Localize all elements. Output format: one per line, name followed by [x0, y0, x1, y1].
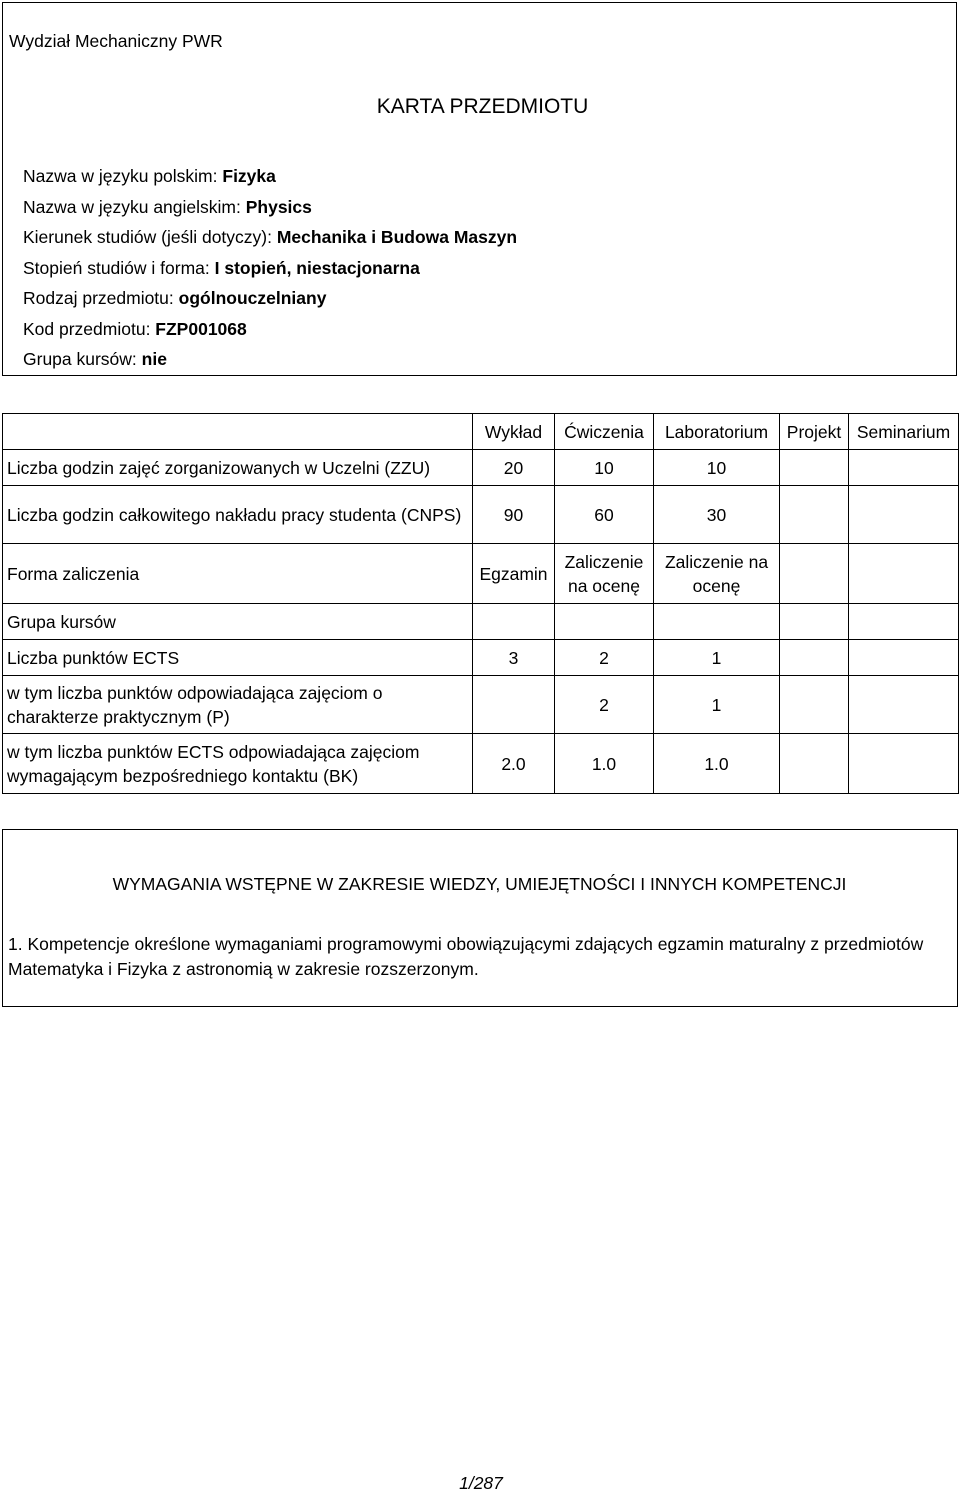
table-cell	[780, 450, 849, 486]
info-label: Rodzaj przedmiotu:	[23, 288, 179, 308]
table-cell	[849, 604, 959, 640]
info-value: ogólnouczelniany	[178, 288, 327, 308]
table-cell	[654, 604, 780, 640]
table-cell: 2.0	[473, 734, 555, 794]
column-header: Seminarium	[849, 414, 959, 450]
info-row-field-of-study	[23, 225, 517, 256]
table-cell	[473, 676, 555, 734]
document-title	[3, 95, 958, 119]
table-cell	[780, 640, 849, 676]
row-label: Forma zaliczenia	[3, 544, 473, 604]
info-row-name-pl	[23, 164, 517, 195]
info-value: nie	[141, 349, 167, 369]
table-cell	[849, 486, 959, 544]
table-cell: 2	[555, 640, 654, 676]
table-cell	[780, 734, 849, 794]
table-cell: 60	[555, 486, 654, 544]
table-cell: 10	[555, 450, 654, 486]
column-header: Laboratorium	[654, 414, 780, 450]
table-cell: 1	[654, 676, 780, 734]
table-cell: 1.0	[654, 734, 780, 794]
info-value: FZP001068	[155, 318, 247, 339]
row-label: w tym liczba punktów ECTS odpowiadająca zajęciom wymagającym bezpośredniego kontaktu (BK)	[3, 734, 473, 794]
table-row	[3, 450, 959, 486]
table-row	[3, 486, 959, 544]
table-cell	[780, 486, 849, 544]
table-cell: Egzamin	[473, 544, 555, 604]
table-cell	[849, 640, 959, 676]
requirements-box	[2, 829, 958, 1007]
requirement-item: 1. Kompetencje określone wymaganiami programowymi obowiązującymi zdających egzamin maturalny z przedmiotów Matematyka i Fizyka z astronomią w zakresie rozszerzonym.	[8, 934, 924, 979]
info-label: Stopień studiów i forma:	[23, 257, 215, 278]
table-cell	[849, 734, 959, 794]
table-cell	[780, 544, 849, 604]
page-number-text: 1/287	[459, 1473, 503, 1493]
table-row	[3, 640, 959, 676]
info-label: Grupa kursów:	[23, 349, 142, 369]
info-value: Fizyka	[222, 166, 276, 186]
course-hours-table	[2, 413, 959, 794]
table-cell: Zaliczenie na ocenę	[654, 544, 780, 604]
requirements-title: WYMAGANIA WSTĘPNE W ZAKRESIE WIEDZY, UMIEJĘTNOŚCI I INNYCH KOMPETENCJI	[112, 874, 847, 894]
table-header-row	[3, 414, 959, 450]
table-cell	[849, 676, 959, 734]
info-label: Kod przedmiotu:	[23, 318, 156, 339]
page-number	[0, 1473, 960, 1494]
info-row-course-group	[23, 347, 517, 378]
column-header: Projekt	[780, 414, 849, 450]
info-row-degree	[23, 256, 517, 287]
info-value: Mechanika i Budowa Maszyn	[276, 227, 518, 247]
table-cell: 90	[473, 486, 555, 544]
info-value: Physics	[245, 196, 312, 217]
table-cell: 3	[473, 640, 555, 676]
row-label: w tym liczba punktów odpowiadająca zajęciom o charakterze praktycznym (P)	[3, 676, 473, 734]
row-label: Liczba godzin całkowitego nakładu pracy studenta (CNPS)	[3, 486, 473, 544]
table-cell	[849, 544, 959, 604]
table-cell: 10	[654, 450, 780, 486]
table-row	[3, 676, 959, 734]
table-row	[3, 604, 959, 640]
info-label: Kierunek studiów (jeśli dotyczy):	[23, 227, 277, 247]
course-header-box	[2, 2, 957, 376]
info-row-course-code	[23, 317, 517, 348]
faculty-name: Wydział Mechaniczny PWR	[9, 31, 223, 51]
table-row	[3, 544, 959, 604]
table-cell: 2	[555, 676, 654, 734]
table-cell	[780, 604, 849, 640]
column-header: Wykład	[473, 414, 555, 450]
row-label: Liczba punktów ECTS	[3, 640, 473, 676]
table-row	[3, 734, 959, 794]
table-cell: Zaliczenie na ocenę	[555, 544, 654, 604]
table-cell: 30	[654, 486, 780, 544]
document-title-text: KARTA PRZEDMIOTU	[376, 95, 589, 118]
row-label: Grupa kursów	[3, 604, 473, 640]
table-cell: 1.0	[555, 734, 654, 794]
table-cell: 1	[654, 640, 780, 676]
column-header: Ćwiczenia	[555, 414, 654, 450]
table-cell	[849, 450, 959, 486]
table-cell: 20	[473, 450, 555, 486]
table-corner-cell	[3, 414, 473, 450]
table-cell	[473, 604, 555, 640]
info-label: Nazwa w języku polskim:	[23, 166, 223, 186]
table-cell	[555, 604, 654, 640]
info-value: I stopień, niestacjonarna	[214, 257, 420, 278]
table-cell	[780, 676, 849, 734]
info-row-course-type	[23, 286, 517, 317]
row-label: Liczba godzin zajęć zorganizowanych w Uczelni (ZZU)	[3, 450, 473, 486]
course-info-list	[23, 164, 517, 378]
info-row-name-en	[23, 195, 517, 226]
info-label: Nazwa w języku angielskim:	[23, 196, 246, 217]
